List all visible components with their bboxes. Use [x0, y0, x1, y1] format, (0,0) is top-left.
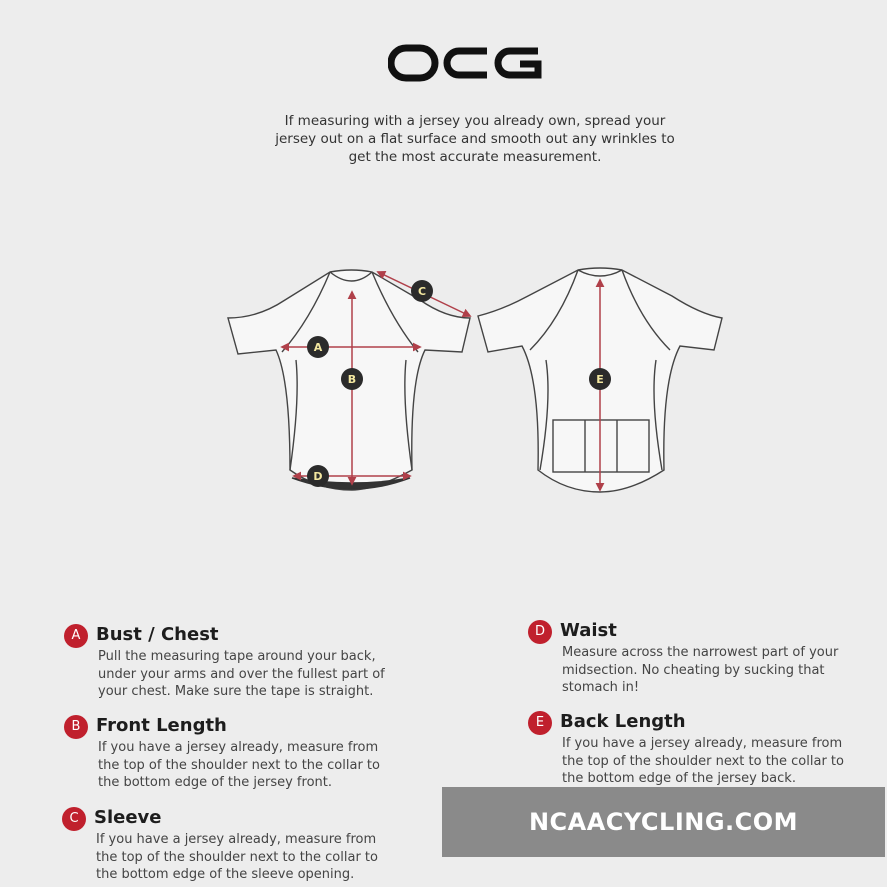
letter-badge: A	[64, 624, 88, 648]
measurement-title: Front Length	[96, 715, 227, 736]
measurement-title: Waist	[560, 620, 617, 641]
measurement-description	[98, 739, 438, 792]
description-line: midsection. No cheating by sucking that	[562, 662, 825, 678]
intro-line: get the most accurate measurement.	[348, 149, 602, 165]
description-line: Measure across the narrowest part of your	[562, 645, 839, 660]
marker-a	[307, 336, 329, 358]
description-line: the top of the shoulder next to the collar to	[98, 757, 380, 773]
description-line: stomach in!	[562, 680, 640, 695]
intro-line: jersey out on a flat surface and smooth out any wrinkles to	[275, 131, 675, 147]
measurement-description	[562, 644, 887, 697]
measurement-title: Bust / Chest	[96, 624, 219, 645]
marker-e	[589, 368, 611, 390]
description-line: under your arms and over the fullest part of	[98, 666, 385, 682]
letter-badge: B	[64, 715, 88, 739]
watermark-text: NCAACYCLING.COM	[528, 808, 799, 836]
letter-badge: C	[62, 807, 86, 831]
marker-c	[411, 280, 433, 302]
description-line: Pull the measuring tape around your back,	[98, 649, 376, 664]
measurement-description	[98, 648, 438, 701]
description-line: If you have a jersey already, measure from	[98, 740, 379, 755]
svg-text:E: E	[596, 373, 604, 386]
letter-badge: D	[528, 620, 552, 644]
description-line: the top of the shoulder next to the collar to	[562, 753, 844, 769]
marker-b	[341, 368, 363, 390]
description-line: If you have a jersey already, measure from	[562, 736, 843, 751]
measurement-title: Back Length	[560, 711, 686, 732]
description-line: the top of the shoulder next to the collar to	[96, 849, 378, 865]
svg-text:D: D	[313, 470, 323, 483]
description-line: the bottom edge of the jersey front.	[98, 775, 332, 790]
measurement-description	[96, 831, 436, 884]
measurement-description	[562, 735, 887, 788]
letter-badge: E	[528, 711, 552, 735]
description-line: If you have a jersey already, measure from	[96, 832, 377, 847]
description-line: the bottom edge of the jersey back.	[562, 771, 796, 786]
svg-text:C: C	[417, 285, 427, 298]
description-line: the bottom edge of the sleeve opening.	[96, 867, 355, 882]
description-line: your chest. Make sure the tape is straight.	[98, 684, 374, 699]
marker-d	[307, 465, 329, 487]
svg-text:A: A	[313, 341, 323, 354]
svg-text:B: B	[347, 373, 357, 386]
intro-line: If measuring with a jersey you already own, spread your	[284, 113, 666, 129]
measurement-title: Sleeve	[94, 807, 162, 828]
watermark-banner	[442, 787, 885, 857]
